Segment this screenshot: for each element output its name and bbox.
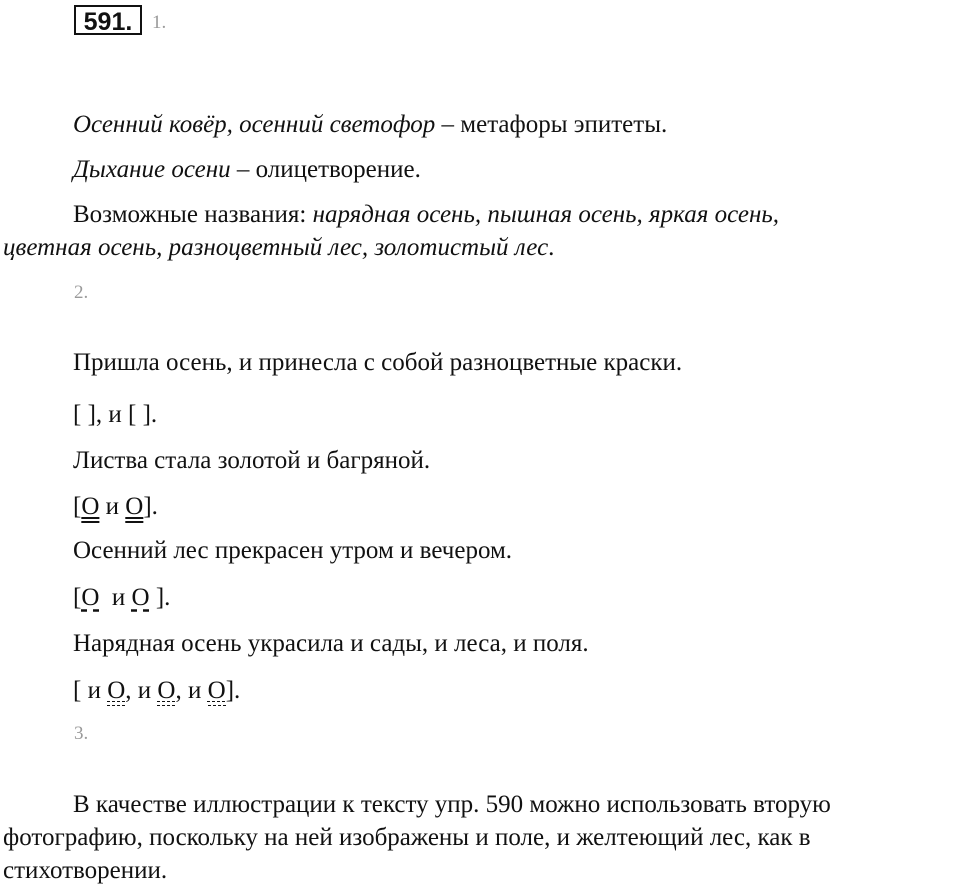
sentence-3-scheme bbox=[73, 583, 170, 613]
personification-phrase: Дыхание осени bbox=[73, 156, 231, 183]
part-2-label: 2. bbox=[74, 282, 89, 303]
sentence-2: Листва стала золотой и багряной. bbox=[73, 447, 431, 474]
personification-explanation: – олицетворение. bbox=[230, 156, 421, 183]
scheme-conjunction: , и bbox=[125, 677, 158, 704]
sentence-4-scheme bbox=[73, 676, 240, 706]
scheme-bracket: [ bbox=[73, 584, 82, 611]
scheme-bracket: ]. bbox=[225, 677, 241, 704]
scheme-conjunction: , и bbox=[175, 677, 208, 704]
exercise-number: 591. bbox=[74, 5, 142, 35]
homogeneous-adverbial: О bbox=[81, 584, 100, 611]
scheme-bracket: [ и bbox=[73, 677, 108, 704]
sentence-1: Пришла осень, и принесла с собой разноцветные краски. bbox=[73, 349, 683, 376]
scheme-conjunction: и bbox=[99, 493, 126, 520]
scheme-bracket: [ bbox=[73, 493, 82, 520]
part1-line-4 bbox=[3, 233, 554, 263]
sentence-3: Осенний лес прекрасен утром и вечером. bbox=[73, 537, 513, 564]
titles-list-2: цветная осень, разноцветный лес, золотистый лес bbox=[3, 234, 549, 261]
homogeneous-predicate: О bbox=[125, 493, 144, 520]
titles-intro: Возможные названия: bbox=[73, 201, 313, 228]
part-1-label: 1. bbox=[152, 12, 167, 33]
scheme-bracket: ]. bbox=[143, 493, 158, 520]
homogeneous-predicate: О bbox=[81, 493, 100, 520]
part1-line-1 bbox=[73, 110, 667, 140]
homogeneous-adverbial: О bbox=[131, 584, 150, 611]
sentence-1-scheme: [ ], и [ ]. bbox=[73, 401, 158, 428]
part-3-label: 3. bbox=[74, 723, 89, 744]
part3-line-2: фотографию, поскольку на ней изображены и поле, и желтеющий лес, как в bbox=[3, 824, 811, 851]
homogeneous-object: О bbox=[157, 677, 176, 704]
homogeneous-object: О bbox=[207, 677, 226, 704]
scheme-bracket: ]. bbox=[155, 584, 171, 611]
metaphor-phrases: Осенний ковёр, осенний светофор bbox=[73, 111, 436, 138]
sentence-2-scheme bbox=[73, 492, 158, 522]
titles-list-1: нарядная осень, пышная осень, яркая осень, bbox=[312, 201, 780, 228]
scheme-conjunction: и bbox=[105, 584, 132, 611]
titles-list-end: . bbox=[548, 234, 555, 261]
part1-line-3 bbox=[73, 200, 779, 230]
homogeneous-object: О bbox=[107, 677, 126, 704]
part1-line-2 bbox=[73, 155, 421, 185]
metaphor-explanation: – метафоры эпитеты. bbox=[435, 111, 668, 138]
part3-line-3: стихотворении. bbox=[3, 857, 168, 884]
part3-line-1: В качестве иллюстрации к тексту упр. 590 можно использовать вторую bbox=[73, 791, 831, 818]
sentence-4: Нарядная осень украсила и сады, и леса, и поля. bbox=[73, 630, 589, 657]
